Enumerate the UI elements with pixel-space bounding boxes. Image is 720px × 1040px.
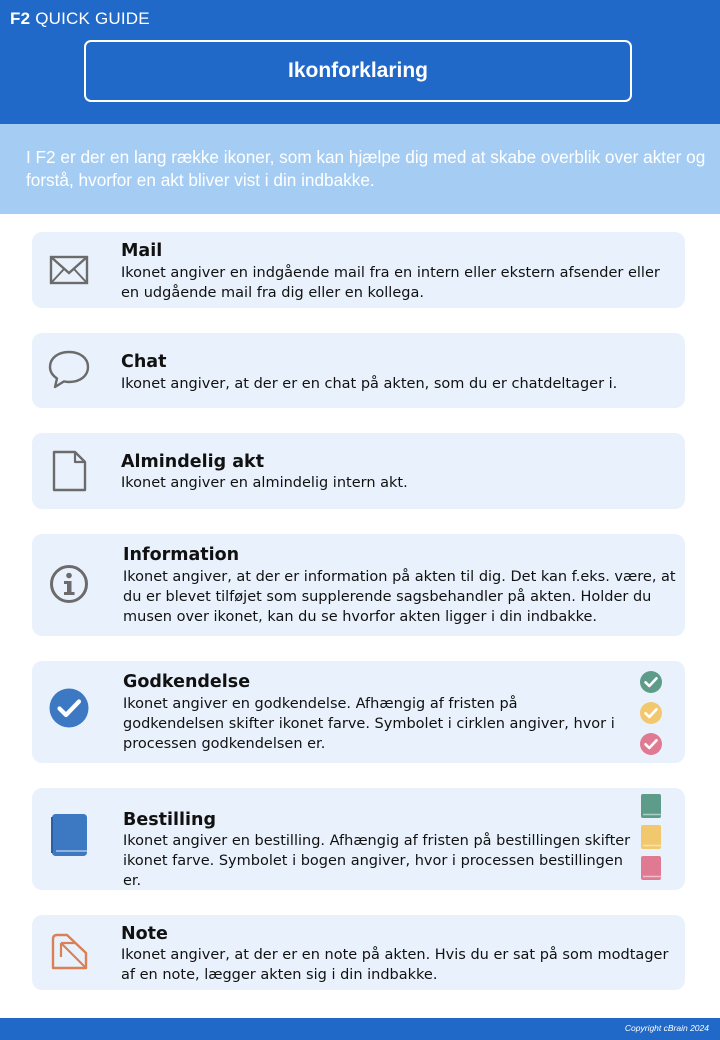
card-description: Ikonet angiver en almindelig intern akt.	[121, 475, 408, 491]
card-title: Bestilling	[123, 810, 216, 830]
card-order	[32, 788, 685, 890]
card-title: Information	[123, 545, 240, 565]
footer-bar	[0, 1018, 720, 1040]
card-description: Ikonet angiver, at der er en chat på akten, som du er chatdeltager i.	[121, 376, 618, 392]
note-icon	[51, 933, 89, 971]
card-description: Ikonet angiver en godkendelse. Afhængig af fristen på godkendelsen skifter ikonet farve. Symbolet i cirklen angiver, hvor i processen godkendelsen er.	[123, 696, 615, 752]
order-red-icon	[641, 856, 661, 880]
approval-yellow-icon	[639, 701, 663, 725]
info-icon	[49, 564, 89, 604]
card-document	[32, 433, 685, 509]
card-description: Ikonet angiver, at der er information på akten til dig. Det kan f.eks. være, at du er blevet tilføjet som supplerende sagsbehandler på akten. Holder du musen over ikonet, kan du se hvorfor akten ligger i din indbakke.	[123, 569, 676, 625]
chat-icon	[48, 349, 90, 389]
intro-text: I F2 er der en lang række ikoner, som kan hjælpe dig med at skabe overblik over akter og forstå, hvorfor en akt bliver vist i din indbakke.	[26, 147, 706, 190]
brand-label	[10, 9, 150, 29]
card-title: Mail	[121, 241, 163, 261]
copyright-text: Copyright cBrain 2024	[624, 1023, 709, 1033]
card-title: Godkendelse	[123, 672, 251, 692]
card-approval	[32, 661, 685, 763]
brand-rest: QUICK GUIDE	[35, 9, 150, 28]
intro-banner	[0, 124, 720, 214]
order-yellow-icon	[641, 825, 661, 849]
brand-bold: F2	[10, 9, 31, 28]
card-mail	[32, 232, 685, 308]
approval-red-icon	[639, 732, 663, 756]
card-description: Ikonet angiver en indgående mail fra en intern eller ekstern afsender eller en udgående mail fra dig eller en kollega.	[121, 265, 660, 301]
mail-icon	[49, 254, 89, 286]
approval-green-icon	[639, 670, 663, 694]
approval-variants	[639, 670, 663, 763]
approval-check-icon	[49, 688, 89, 728]
card-information	[32, 534, 685, 636]
card-title: Note	[121, 924, 168, 944]
order-variants	[641, 794, 661, 887]
card-title: Almindelig akt	[121, 452, 265, 472]
order-book-icon	[51, 813, 89, 857]
card-note	[32, 915, 685, 990]
order-green-icon	[641, 794, 661, 818]
card-chat	[32, 333, 685, 408]
card-description: Ikonet angiver, at der er en note på akten. Hvis du er sat på som modtager af en note, lægger akten sig i din indbakke.	[121, 947, 669, 983]
header-bar	[0, 0, 720, 124]
page-title: Ikonforklaring	[84, 40, 632, 102]
document-icon	[51, 450, 87, 492]
card-description: Ikonet angiver en bestilling. Afhængig af fristen på bestillingen skifter ikonet farve. Symbolet i bogen angiver, hvor i processen bestillingen er.	[123, 833, 631, 889]
card-title: Chat	[121, 352, 167, 372]
